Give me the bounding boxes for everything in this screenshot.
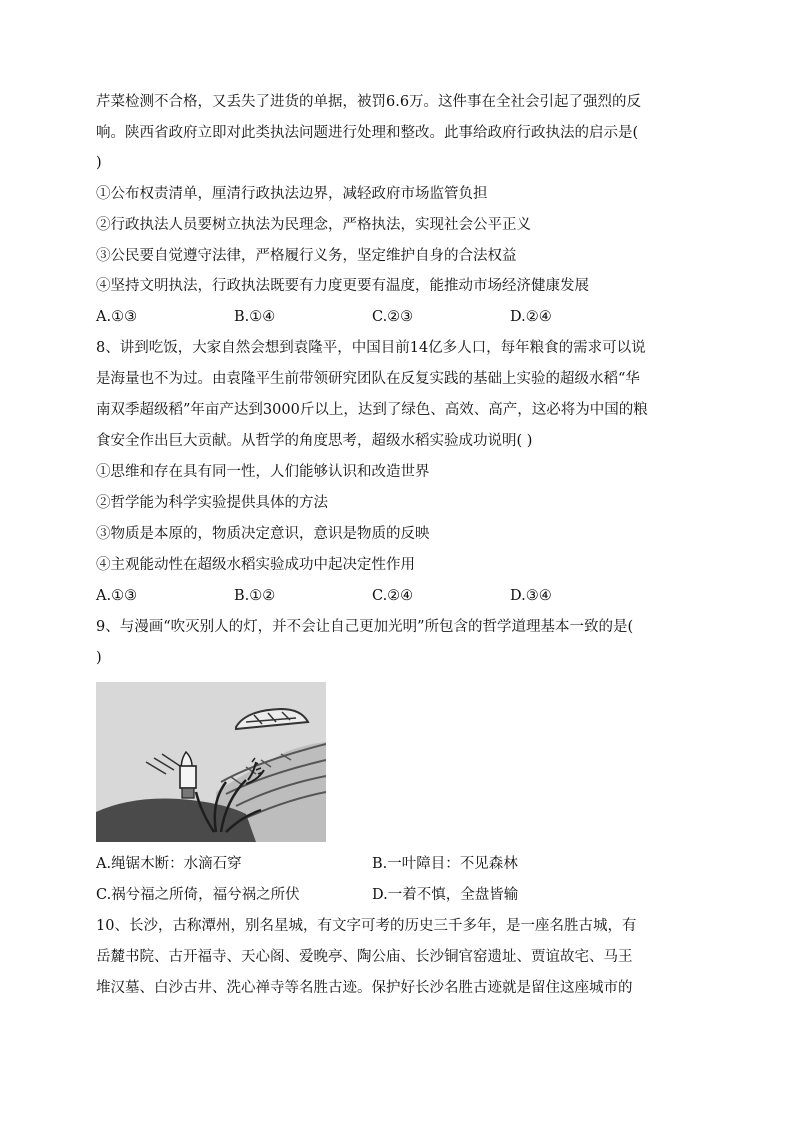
q9-option-a[interactable]: A.绳锯木断：水滴石穿 — [96, 856, 242, 872]
q7-option-d[interactable]: D.②④ — [510, 309, 552, 325]
q7-item: ④坚持文明执法，行政执法既要有力度更要有温度，能推动市场经济健康发展 — [96, 278, 589, 294]
q7-stem-line: 芹菜检测不合格，又丢失了进货的单据，被罚6.6万。这件事在全社会引起了强烈的反 — [96, 94, 642, 110]
q7-option-a[interactable]: A.①③ — [96, 309, 138, 325]
q8-stem-line: 食安全作出巨大贡献。从哲学的角度思考，超级水稻实验成功说明( ) — [96, 433, 533, 449]
q9-stem-line: 9、与漫画“吹灭别人的灯，并不会让自己更加光明”所包含的哲学道理基本一致的是( — [96, 619, 634, 635]
q7-stem-line: ) — [96, 155, 102, 171]
q10-stem-line: 堆汉墓、白沙古井、洗心禅寺等名胜古迹。保护好长沙名胜古迹就是留住这座城市的 — [96, 980, 633, 996]
q7-option-b[interactable]: B.①④ — [234, 309, 276, 325]
q8-stem-line: 8、讲到吃饭，大家自然会想到袁隆平，中国目前14亿多人口，每年粮食的需求可以说 — [96, 340, 646, 356]
q8-item: ①思维和存在具有同一性，人们能够认识和改造世界 — [96, 464, 430, 480]
q8-stem-line: 南双季超级稻”年亩产达到3000斤以上，达到了绿色、高效、高产，这必将为中国的粮 — [96, 402, 648, 418]
q9-stem-line: ) — [96, 650, 102, 666]
q8-item: ④主观能动性在超级水稻实验成功中起决定性作用 — [96, 557, 415, 573]
q7-item: ③公民要自觉遵守法律，严格履行义务，坚定维护自身的合法权益 — [96, 248, 517, 264]
q8-item: ②哲学能为科学实验提供具体的方法 — [96, 495, 328, 511]
q9-option-d[interactable]: D.一着不慎，全盘皆输 — [372, 887, 519, 903]
q9-option-b[interactable]: B.一叶障目：不见森林 — [372, 856, 518, 872]
q7-item: ①公布权责清单，厘清行政执法边界，减轻政府市场监管负担 — [96, 186, 488, 202]
q10-stem-line: 岳麓书院、古开福寺、天心阁、爱晚亭、陶公庙、长沙铜官窑遗址、贾谊故宅、马王 — [96, 949, 633, 965]
cartoon-image — [96, 682, 326, 842]
q8-stem-line: 是海量也不为过。由袁隆平生前带领研究团队在反复实践的基础上实验的超级水稻“华 — [96, 371, 640, 387]
q7-stem-line: 响。陕西省政府立即对此类执法问题进行处理和整改。此事给政府行政执法的启示是( — [96, 125, 639, 141]
q8-option-a[interactable]: A.①③ — [96, 588, 138, 604]
q8-option-c[interactable]: C.②④ — [372, 588, 414, 604]
q7-option-c[interactable]: C.②③ — [372, 309, 414, 325]
q8-option-d[interactable]: D.③④ — [510, 588, 552, 604]
q8-item: ③物质是本原的，物质决定意识，意识是物质的反映 — [96, 526, 430, 542]
q8-option-b[interactable]: B.①② — [234, 588, 276, 604]
q9-option-c[interactable]: C.祸兮福之所倚，福兮祸之所伏 — [96, 887, 300, 903]
q7-item: ②行政执法人员要树立执法为民理念，严格执法，实现社会公平正义 — [96, 217, 531, 233]
q10-stem-line: 10、长沙，古称潭州，别名星城，有文字可考的历史三千多年，是一座名胜古城，有 — [96, 918, 637, 934]
cartoon-illustration — [96, 682, 326, 842]
